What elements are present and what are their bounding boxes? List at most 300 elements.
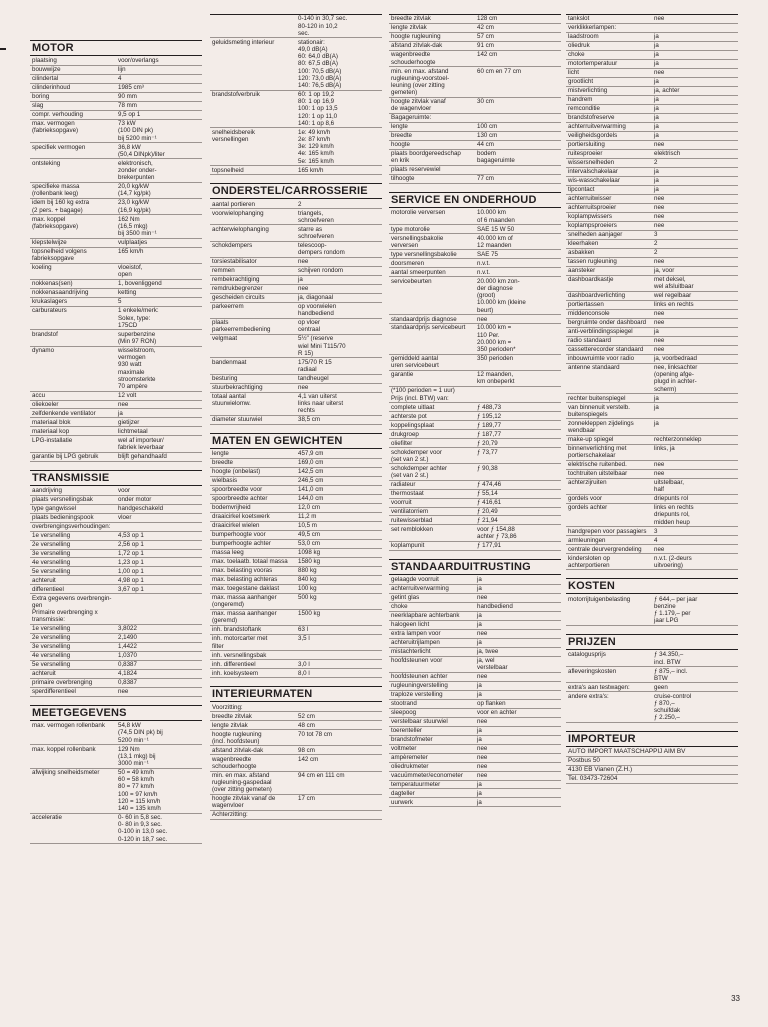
- spec-section: [30, 40, 202, 462]
- spec-value: nee: [654, 257, 665, 265]
- spec-row: [389, 355, 561, 371]
- spec-row: [210, 450, 382, 459]
- spec-label: koplampunit: [391, 542, 425, 550]
- spec-row: [566, 213, 738, 222]
- spec-value: nee: [654, 141, 665, 149]
- spec-value: 30 cm: [477, 98, 494, 106]
- spec-label: stootrand: [391, 700, 417, 708]
- spec-value: 246,5 cm: [298, 477, 324, 485]
- spec-value: 10,5 m: [298, 522, 317, 530]
- spec-row: [210, 276, 382, 285]
- spec-label: aandrijving: [32, 487, 62, 494]
- spec-value: lichtmetaal: [118, 427, 148, 435]
- spec-value: elektrisch: [654, 150, 681, 158]
- spec-row: [389, 481, 561, 490]
- spec-label: inh. versnellingsbak: [212, 651, 267, 659]
- spec-value: 130 cm: [477, 132, 498, 140]
- spec-label: elektrische ruitenbed.: [568, 461, 627, 469]
- spec-row: [210, 513, 382, 522]
- spec-row: [389, 464, 561, 480]
- spec-label: middenconsole: [568, 310, 610, 318]
- spec-label: gordels achter: [568, 504, 608, 512]
- spec-label: koplampwissers: [568, 213, 613, 221]
- spec-row: [210, 486, 382, 495]
- spec-row: [566, 105, 738, 114]
- spec-label: portiertassen: [568, 301, 604, 309]
- spec-row: [566, 24, 738, 33]
- spec-row: [389, 508, 561, 517]
- spec-label: schokdempers: [212, 241, 253, 249]
- spec-label: snelheden aanjager: [568, 231, 623, 239]
- spec-label: max. massa aanhanger (ongeremd): [212, 594, 277, 609]
- spec-label: differentieel: [32, 585, 64, 593]
- section-title: IMPORTEUR: [566, 731, 738, 747]
- spec-label: inh. differentieel: [212, 660, 256, 668]
- spec-value: vloeistof, open: [118, 264, 143, 279]
- spec-label: handgrepen voor passagiers: [568, 527, 647, 535]
- spec-value: nee: [654, 319, 665, 327]
- spec-row: [30, 239, 202, 248]
- spec-label: extra's aan testwagen:: [568, 683, 630, 691]
- spec-row: [566, 249, 738, 258]
- spec-row: [210, 721, 382, 730]
- spec-row: [566, 504, 738, 527]
- spec-value: nee: [477, 594, 488, 601]
- spec-row: [30, 401, 202, 410]
- spec-row: [210, 15, 382, 38]
- spec-row: [210, 393, 382, 416]
- spec-label: 3e versnelling: [32, 549, 71, 557]
- spec-row: [389, 499, 561, 508]
- spec-row: [389, 175, 561, 184]
- spec-value: ja, voor: [654, 266, 675, 274]
- spec-value: vulplaatjes: [118, 239, 148, 247]
- importer-line: 4130 EB Vianen (Z.H.): [566, 766, 738, 775]
- spec-label: cilindertal: [32, 75, 59, 83]
- spec-value: 2,1490: [118, 634, 137, 642]
- spec-row: [30, 93, 202, 102]
- spec-value: uitstelbaar, half: [654, 479, 684, 494]
- spec-label: max. koppel rollenbank: [32, 745, 96, 753]
- spec-row: [30, 418, 202, 427]
- spec-label: oliedrukmeter: [391, 762, 429, 770]
- spec-label: bouwwijze: [32, 66, 61, 74]
- spec-row: [389, 166, 561, 175]
- spec-label: breedte zitvlak: [212, 712, 252, 720]
- spec-value: ja, achter: [654, 87, 680, 95]
- spec-row: [566, 301, 738, 310]
- spec-value: 10.000 km = 110 Per. 20.000 km = 350 perioden*: [477, 324, 516, 354]
- spec-label: rechter buitenspiegel: [568, 394, 626, 402]
- spec-value: 1,72 op 1: [118, 549, 144, 557]
- spec-value: 4,1824: [118, 670, 137, 678]
- spec-value: cruise-control ƒ 870,– schuifdak ƒ 2.250,–: [654, 692, 692, 722]
- spec-row: [30, 347, 202, 392]
- spec-label: kindersloten op achterportieren: [568, 554, 610, 569]
- spec-row: [210, 477, 382, 486]
- spec-row: [566, 394, 738, 403]
- spec-label: parkeerrem: [212, 303, 244, 311]
- spec-value: bodem bagageruimte: [477, 150, 515, 165]
- spec-label: hoofdsteunen achter: [391, 673, 448, 681]
- spec-value: 1098 kg: [298, 549, 321, 557]
- spec-value: ƒ 90,38: [477, 464, 498, 472]
- spec-value: nee: [654, 461, 665, 469]
- spec-value: 2: [298, 200, 302, 208]
- spec-row: [566, 114, 738, 123]
- spec-label: type gangwissel: [32, 504, 77, 512]
- spec-row: [30, 427, 202, 436]
- spec-value: ja: [654, 168, 659, 176]
- spec-label: aansteker: [568, 266, 596, 274]
- spec-label: tipcontact: [568, 186, 595, 194]
- spec-value: ja: [654, 114, 659, 122]
- spec-row: [30, 679, 202, 688]
- spec-row: [389, 576, 561, 585]
- spec-row: [566, 231, 738, 240]
- spec-value: 0- 60 in 5,8 sec. 0- 80 in 9,3 sec. 0-100 in 13,0 sec. 0-120 in 18,7 sec.: [118, 814, 168, 843]
- spec-label: plaats parkeerrembediening: [212, 319, 271, 334]
- spec-label: max. belasting achteras: [212, 576, 278, 584]
- spec-value: tandheugel: [298, 374, 329, 382]
- spec-row: [30, 143, 202, 159]
- spec-label: halogeen licht: [391, 620, 430, 628]
- spec-value: nee: [654, 545, 665, 553]
- spec-label: van binnenuit verstelb. buitenspiegels: [568, 403, 630, 418]
- spec-label: 1e versnelling: [32, 625, 71, 633]
- spec-value: 42 cm: [477, 24, 494, 32]
- spec-label: accu: [32, 391, 46, 399]
- spec-label: doorsmeren: [391, 259, 425, 267]
- spec-label: lengte zitvlak: [212, 721, 248, 729]
- spec-row: [210, 576, 382, 585]
- spec-value: voor en achter: [477, 709, 517, 717]
- spec-row: [210, 772, 382, 795]
- spec-value: 3,0 l: [298, 660, 310, 668]
- spec-value: 73 kW (100 DIN pk) bij 5200 min⁻¹: [118, 120, 157, 142]
- spec-label: asbakken: [568, 248, 595, 256]
- spec-value: stationair: 49,0 dB(A) 60: 64,0 dB(A) 80: 67,5 dB(A) 100: 70,5 dB(A) 120: 73,0 dB(A) 140: 76,5 dB(A): [298, 38, 342, 89]
- spec-value: ja: [654, 42, 659, 50]
- spec-row: [389, 673, 561, 682]
- spec-value: ƒ 21,94: [477, 516, 498, 524]
- spec-label: achteruit: [32, 670, 56, 678]
- spec-row: [210, 755, 382, 771]
- spec-row: [30, 505, 202, 514]
- spec-row: [30, 280, 202, 289]
- spec-value: 1 enkele/merk: Solex, type: 175CD: [118, 307, 159, 329]
- spec-label: Achterzitting:: [212, 811, 248, 819]
- spec-row: [389, 33, 561, 42]
- spec-value: triangels, schroefveren: [298, 209, 334, 224]
- spec-value: 91 cm: [477, 42, 494, 50]
- spec-label: extra lampen voor: [391, 629, 441, 637]
- spec-row: [30, 102, 202, 111]
- spec-label: plaatsing: [32, 57, 57, 65]
- spec-value: 5: [118, 298, 122, 306]
- spec-row: [566, 60, 738, 69]
- spec-row: [389, 123, 561, 132]
- spec-section: [30, 470, 202, 697]
- spec-value: 4: [118, 75, 122, 83]
- spec-row: [389, 387, 561, 403]
- spec-row: [210, 540, 382, 549]
- spec-row: [210, 375, 382, 384]
- spec-label: spoorbreedte achter: [212, 495, 268, 503]
- spec-value: 60: 1 op 19,2 80: 1 op 16,9 100: 1 op 13,5 120: 1 op 11,0 140: 1 op 8,6: [298, 90, 338, 127]
- spec-row: [389, 621, 561, 630]
- spec-row: [566, 204, 738, 213]
- spec-value: 1,4422: [118, 643, 137, 651]
- spec-row: [566, 479, 738, 495]
- spec-value: blijft gehandhaafd: [118, 453, 167, 461]
- spec-row: [30, 66, 202, 75]
- spec-label: handrem: [568, 96, 593, 104]
- spec-label: lengte: [391, 123, 408, 131]
- spec-label: uurwerk: [391, 798, 414, 806]
- spec-label: dagteller: [391, 789, 415, 797]
- spec-row: [30, 183, 202, 199]
- spec-section: [389, 14, 561, 184]
- spec-label: schokdemper voor (set van 2 st.): [391, 448, 442, 463]
- spec-value: 50 = 49 km/h 60 = 58 km/h 80 = 77 km/h 100 = 97 km/h 120 = 115 km/h 140 = 135 km/h: [118, 769, 161, 813]
- spec-label: choke: [568, 51, 585, 59]
- spec-value: 144,0 cm: [298, 495, 324, 503]
- spec-label: motortemperatuur: [568, 60, 618, 68]
- spec-row: [389, 114, 561, 123]
- spec-value: 1,0370: [118, 652, 137, 660]
- spec-label: garantie: [391, 371, 414, 379]
- spec-value: 94 cm en 111 cm: [298, 771, 345, 779]
- spec-row: [566, 240, 738, 249]
- spec-label: plaats versnellingsbak: [32, 495, 93, 503]
- spec-value: 8,0 l: [298, 669, 310, 677]
- spec-label: voorruit: [391, 498, 412, 506]
- spec-label: hoogte rugleuning: [391, 33, 441, 41]
- spec-row: [210, 558, 382, 567]
- spec-label: achteruitrijlampen: [391, 638, 440, 646]
- spec-row: [30, 248, 202, 264]
- spec-value: handbediend: [477, 602, 513, 610]
- spec-label: afstand zitvlak-dak: [212, 746, 264, 754]
- spec-row: [30, 634, 202, 643]
- spec-label: gescheiden circuits: [212, 294, 265, 302]
- spec-value: nee: [654, 346, 665, 354]
- spec-row: [30, 661, 202, 670]
- spec-row: [389, 798, 561, 807]
- spec-value: ja: [477, 638, 482, 646]
- spec-row: [389, 24, 561, 33]
- spec-row: [566, 186, 738, 195]
- spec-row: [566, 419, 738, 435]
- spec-label: materiaal kop: [32, 427, 70, 435]
- spec-value: 53,0 cm: [298, 540, 321, 548]
- spec-label: hoogte (onbelast): [212, 468, 261, 476]
- spec-value: 1985 cm³: [118, 84, 144, 92]
- section-title: TRANSMISSIE: [30, 470, 202, 486]
- spec-row: [389, 225, 561, 234]
- spec-value: 100 kg: [298, 585, 317, 593]
- spec-value: ja: [654, 394, 659, 402]
- spec-row: [389, 691, 561, 700]
- spec-label: plaats reservewiel: [391, 166, 441, 174]
- spec-label: brandstof: [32, 330, 58, 338]
- spec-row: [566, 651, 738, 667]
- spec-label: cilinderinhoud: [32, 84, 71, 92]
- spec-row: [210, 626, 382, 635]
- spec-label: dynamo: [32, 346, 55, 354]
- spec-value: op flanken: [477, 700, 506, 708]
- spec-label: standaardprijs servicebeurt: [391, 324, 466, 332]
- spec-value: nee: [654, 15, 665, 23]
- spec-label: hoogte rugleuning (incl. hoofdsteun): [212, 730, 262, 745]
- spec-row: [30, 199, 202, 215]
- spec-value: geen: [654, 683, 668, 691]
- spec-row: [566, 15, 738, 24]
- spec-value: ketting: [118, 289, 137, 297]
- spec-value: nee: [477, 771, 488, 779]
- spec-value: wel af importeur/ fabriek leverbaar: [118, 436, 165, 452]
- spec-label: centrale deurvergrendeling: [568, 545, 642, 553]
- page-number: 33: [731, 994, 740, 1003]
- spec-row: [210, 549, 382, 558]
- spec-value: schijven rondom: [298, 267, 344, 275]
- spec-label: dashboardverlichting: [568, 292, 626, 300]
- spec-label: set remblokken: [391, 525, 433, 533]
- spec-value: SAE 75: [477, 250, 498, 258]
- spec-value: gietijzer: [118, 418, 140, 426]
- spec-label: wielbasis: [212, 477, 238, 485]
- spec-label: gemiddeld aantal uren servicebeurt: [391, 355, 439, 370]
- spec-value: ja, diagonaal: [298, 294, 334, 302]
- spec-row: [210, 504, 382, 513]
- spec-row: [566, 310, 738, 319]
- spec-row: [30, 75, 202, 84]
- spec-label: 5e versnelling: [32, 567, 71, 575]
- spec-row: [30, 330, 202, 346]
- spec-row: [566, 461, 738, 470]
- spec-row: [210, 730, 382, 746]
- spec-label: temperatuurmeter: [391, 780, 441, 788]
- spec-label: 1e versnelling: [32, 531, 71, 539]
- spec-value: ƒ 189,77: [477, 421, 502, 429]
- spec-row: [389, 51, 561, 67]
- spec-row: [210, 166, 382, 175]
- spec-value: ja: [654, 186, 659, 194]
- spec-row: [566, 150, 738, 159]
- spec-row: [389, 98, 561, 114]
- spec-row: [566, 222, 738, 231]
- spec-value: 44 cm: [477, 141, 494, 149]
- spec-row: [210, 358, 382, 374]
- spec-value: 11,2 m: [298, 513, 317, 521]
- spec-label: koeling: [32, 264, 52, 272]
- spec-row: [566, 683, 738, 692]
- spec-value: ja: [654, 51, 659, 59]
- spec-row: [210, 531, 382, 540]
- spec-label: min. en max. afstand rugleuning-voorstoel- leuning (over zitting gemeten): [391, 67, 450, 97]
- spec-label: klepstelwijze: [32, 239, 67, 247]
- spec-value: nee: [477, 315, 488, 323]
- spec-label: torsiestabilisator: [212, 258, 257, 266]
- spec-value: 1500 kg: [298, 610, 321, 618]
- spec-label: draaicirkel koetswerk: [212, 513, 270, 521]
- spec-label: wis-wasschakelaar: [568, 177, 620, 185]
- spec-value: ja: [654, 419, 659, 427]
- spec-label: afleveringskosten: [568, 667, 617, 675]
- spec-label: motorrijtuigenbelasting: [568, 595, 631, 603]
- spec-value: 78 mm: [118, 102, 137, 110]
- spec-row: [210, 267, 382, 276]
- spec-value: ja: [654, 105, 659, 113]
- spec-label: bodemvrijheid: [212, 504, 251, 512]
- spec-row: [566, 258, 738, 267]
- spec-value: 38,5 cm: [298, 416, 321, 424]
- spec-row: [566, 96, 738, 105]
- spec-label: licht: [568, 69, 580, 77]
- spec-value: nee: [298, 383, 309, 391]
- spec-row: [30, 670, 202, 679]
- spec-section: [210, 686, 382, 820]
- spec-value: 457,9 cm: [298, 450, 324, 458]
- spec-value: nee: [654, 195, 665, 203]
- spec-value: nee: [477, 753, 488, 761]
- spec-value: nee: [654, 222, 665, 230]
- spec-value: 77 cm: [477, 175, 494, 183]
- spec-label: rembekrachtiging: [212, 276, 260, 284]
- spec-value: ƒ 20,49: [477, 507, 498, 515]
- spec-value: 20.000 km zon- der diagnose (groot) 10.000 km (kleine beurt): [477, 277, 526, 314]
- spec-label: stuurbekrachtiging: [212, 383, 263, 391]
- spec-label: achterruitwisser: [568, 195, 612, 203]
- spec-label: inh. motorcarter met filter: [212, 635, 268, 650]
- spec-label: plaats bedieningspook: [32, 513, 94, 521]
- spec-value: 36,8 kW (50,4 DINpk)/liter: [118, 143, 165, 158]
- spec-label: type motorolie: [391, 225, 430, 233]
- spec-row: [389, 315, 561, 324]
- spec-value: 1580 kg: [298, 558, 321, 566]
- importer-line: Tel. 03473-72604: [566, 775, 738, 784]
- spec-row: [566, 445, 738, 461]
- spec-value: ja: [477, 620, 482, 628]
- spec-row: [30, 215, 202, 238]
- spec-label: lengte: [212, 450, 229, 458]
- spec-row: [389, 250, 561, 259]
- spec-row: [566, 159, 738, 168]
- spec-label: oliefilter: [391, 439, 413, 447]
- spec-row: [210, 128, 382, 166]
- spec-value: ja: [654, 33, 659, 41]
- spec-row: [566, 527, 738, 536]
- spec-row: [30, 585, 202, 594]
- spec-row: [389, 430, 561, 439]
- spec-value: vloer: [118, 513, 132, 521]
- spec-value: nee: [654, 310, 665, 318]
- spec-label: hoogte zitvlak vanaf de wagenvloer: [391, 98, 446, 113]
- spec-label: max. vermogen (fabrieksopgave): [32, 120, 79, 135]
- spec-label: choke: [391, 602, 408, 610]
- spec-label: wissersnelheden: [568, 159, 615, 167]
- spec-row: [30, 514, 202, 523]
- spec-row: [30, 541, 202, 550]
- margin-mark: [0, 48, 6, 50]
- spec-row: [30, 688, 202, 697]
- spec-value: voor/overlangs: [118, 57, 159, 65]
- spec-label: (*100 perioden = 1 uur) Prijs (incl. BTW) van:: [391, 387, 455, 402]
- spec-label: thermostaat: [391, 489, 424, 497]
- section-title: MEETGEGEVENS: [30, 705, 202, 721]
- spec-row: [30, 496, 202, 505]
